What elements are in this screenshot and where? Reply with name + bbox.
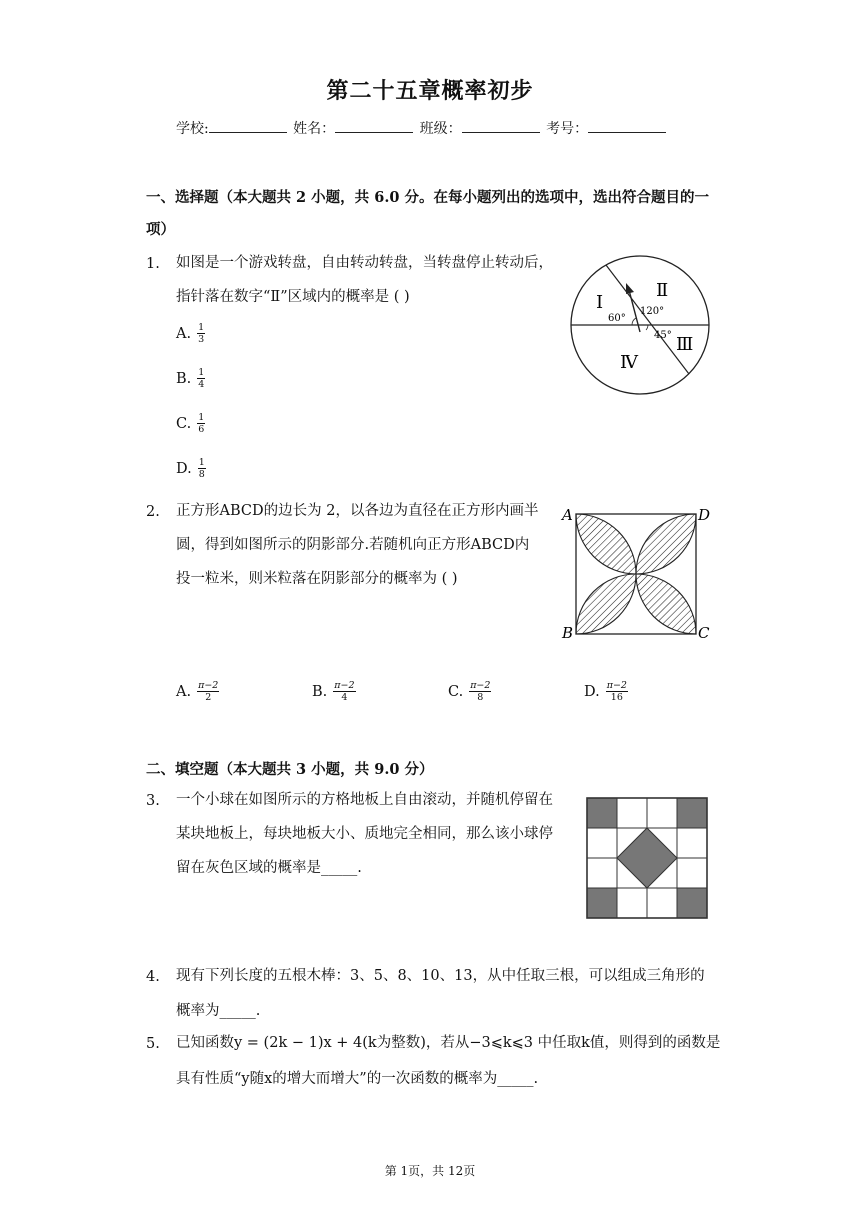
q4-stem-line2: 概率为_____. [176,1003,261,1019]
shaded-petal [576,574,636,634]
q2-stem-line1: 正方形ABCD的边长为 2，以各边为直径在正方形内画半 [176,503,539,519]
shaded-petal [576,514,636,574]
option-label: B. [312,683,328,700]
gray-diamond [617,828,677,888]
q1-number: 1. [146,256,160,272]
fraction-numerator: 1 [198,457,205,468]
q1-option-a[interactable] [176,322,205,345]
q3-floor-figure [585,796,711,922]
name-blank [335,120,413,133]
fraction-numerator: 1 [198,412,205,423]
option-label: B. [176,370,192,387]
fraction-denominator: 3 [198,334,205,345]
vertex-c-label: C [698,624,710,642]
q1-option-c[interactable] [176,412,205,435]
q2-stem-line3: 投一粒米，则米粒落在阴影部分的概率为 ( ) [176,571,458,587]
fraction [197,680,219,703]
q2-option-a[interactable] [176,680,219,703]
q4-stem-line1: 现有下列长度的五根木棒：3、5、8、10、13，从中任取三根，可以组成三角形的 [176,968,705,984]
q1-option-d[interactable] [176,457,206,480]
section2-heading: 二、填空题（本大题共 3 小题，共 9.0 分） [146,761,434,778]
gray-tile [587,888,617,918]
fraction [197,322,205,345]
spinner-pointer [629,290,640,332]
fraction-numerator: 1 [198,322,205,333]
fraction-numerator: π−2 [198,680,219,691]
angle-arc [646,325,648,330]
fraction-numerator: π−2 [470,680,491,691]
option-label: D. [176,460,192,477]
q2-stem-line2: 圆，得到如图所示的阴影部分.若随机向正方形ABCD内 [176,537,530,553]
vertex-a-label: A [562,506,573,524]
fraction-denominator: 4 [341,692,348,703]
fraction-denominator: 4 [198,379,205,390]
option-label: A. [176,683,192,700]
fraction-denominator: 6 [198,424,205,435]
q1-spinner-figure [568,250,714,400]
fraction [197,412,205,435]
q2-number: 2. [146,504,160,520]
fraction [197,367,205,390]
region-1-label: Ⅰ [596,292,604,313]
option-label: C. [448,683,464,700]
class-blank [462,120,540,133]
q2-square-figure [560,500,716,644]
shaded-petal [636,514,696,574]
angle-arc [632,318,636,325]
fraction-denominator: 8 [198,469,205,480]
q1-stem-line2: 指针落在数字“Ⅱ”区域内的概率是 ( ) [176,289,410,305]
name-label: 姓名： [293,121,336,137]
q2-option-d[interactable] [584,680,628,703]
angle-45-label: 45° [654,330,672,341]
fraction [606,680,628,703]
option-label: C. [176,415,192,432]
region-2-label: Ⅱ [656,280,669,301]
q5-number: 5. [146,1036,160,1052]
exam-no-label: 考号： [546,121,589,137]
q2-option-c[interactable] [448,680,491,703]
class-label: 班级： [419,121,462,137]
q5-stem-line1: 已知函数y = (2k − 1)x + 4(k为整数)，若从−3⩽k⩽3 中任取k值，则得到的函数是 [176,1035,721,1051]
fraction-denominator: 8 [477,692,484,703]
q3-number: 3. [146,793,160,809]
section1-heading-line1: 一、选择题（本大题共 2 小题，共 6.0 分。在每小题列出的选项中，选出符合题目的一 [146,189,710,206]
vertex-b-label: B [562,624,574,642]
vertex-d-label: D [698,506,711,524]
fraction-numerator: π−2 [334,680,355,691]
fraction-numerator: 1 [198,367,205,378]
shaded-petal [636,574,696,634]
page-title: 第二十五章概率初步 [326,78,534,104]
angle-60-label: 60° [608,313,626,324]
fraction-denominator: 2 [205,692,212,703]
q5-stem-line2: 具有性质“y随x的增大而增大”的一次函数的概率为_____. [176,1071,539,1087]
q1-option-b[interactable] [176,367,205,390]
gray-tile [677,888,707,918]
section1-heading-line2: 项） [146,221,175,238]
student-info-line [176,118,668,138]
region-3-label: Ⅲ [676,334,694,355]
q3-stem-line1: 一个小球在如图所示的方格地板上自由滚动，并随机停留在 [176,792,553,808]
page-footer: 第 1页，共 12页 [384,1164,476,1178]
option-label: A. [176,325,192,342]
fraction-denominator: 16 [610,692,623,703]
fraction [198,457,206,480]
q3-stem-line3: 留在灰色区域的概率是_____. [176,860,362,876]
school-blank [209,120,287,133]
gray-tile [587,798,617,828]
q1-stem-line1: 如图是一个游戏转盘，自由转动转盘，当转盘停止转动后， [176,255,553,271]
fraction-numerator: π−2 [606,680,627,691]
school-label: 学校: [176,121,209,137]
q4-number: 4. [146,969,160,985]
q3-stem-line2: 某块地板上，每块地板大小、质地完全相同，那么该小球停 [176,826,553,842]
q2-option-b[interactable] [312,680,356,703]
pointer-arrow-icon [626,283,634,294]
fraction [333,680,355,703]
angle-120-label: 120° [640,306,665,317]
region-4-label: Ⅳ [620,352,638,373]
option-label: D. [584,683,600,700]
gray-tile [677,798,707,828]
exam-no-blank [588,120,666,133]
fraction [469,680,491,703]
